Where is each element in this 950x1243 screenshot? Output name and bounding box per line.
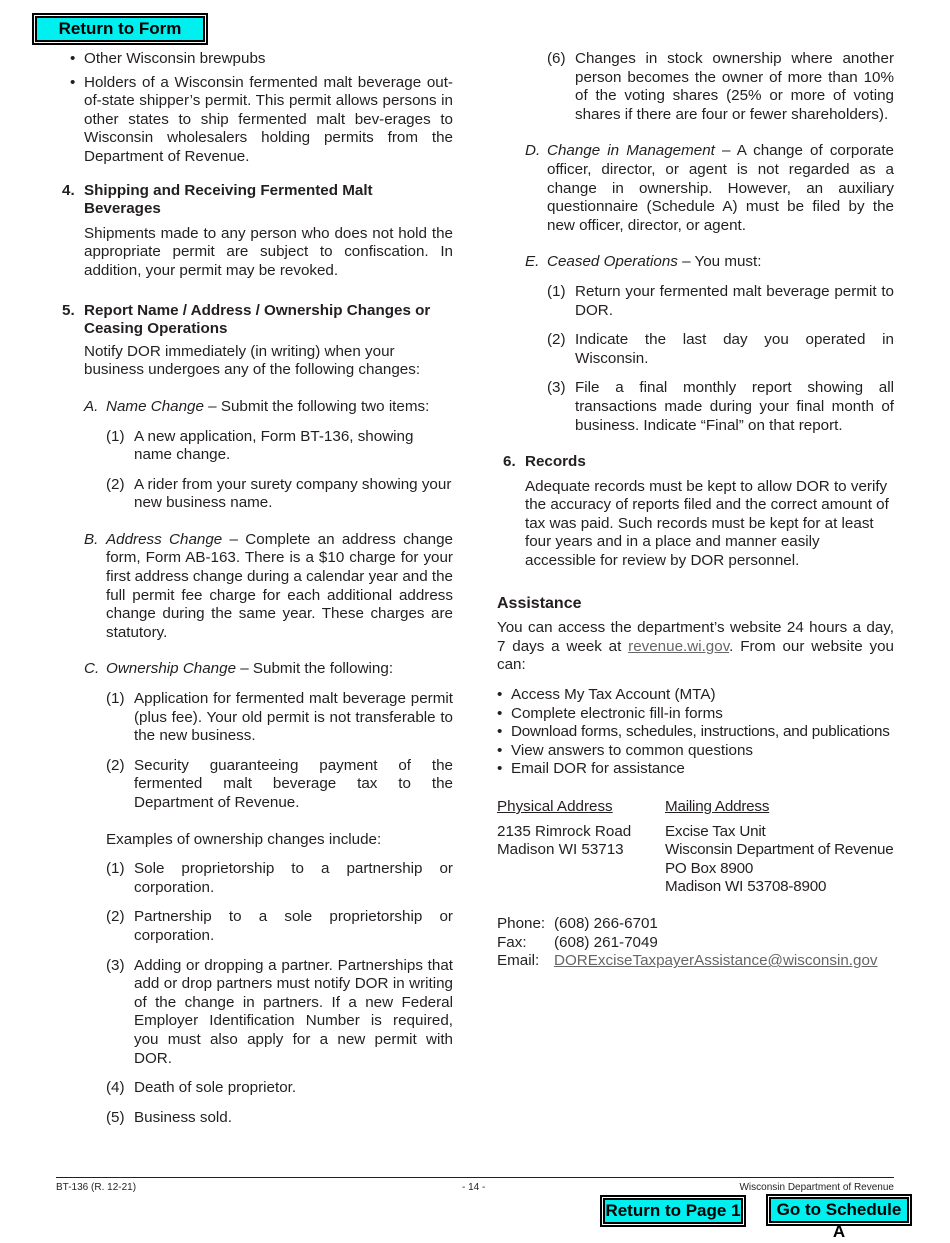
permit-holders-list — [62, 50, 453, 167]
mailing-address-label: Mailing Address — [665, 798, 770, 815]
page-number: - 14 - — [462, 1182, 486, 1193]
item-text: Indicate the last day you operated in Wisconsin. — [575, 331, 894, 367]
section-intro: Notify DOR immediately (in writing) when your business undergoes any of the following changes: — [84, 342, 421, 379]
item-text: A rider from your surety company showing your new business name. — [134, 475, 452, 512]
section-6 — [503, 453, 894, 571]
item-text: Application for fermented malt beverage permit (plus fee). Your old permit is not transferable to the new business. — [134, 690, 453, 745]
item-b-address-change — [84, 531, 453, 643]
item-c-ownership-change — [84, 660, 453, 679]
item-number: (5) — [106, 1108, 125, 1126]
address-line: 2135 Rimrock Road — [497, 822, 632, 840]
item-number: (3) — [547, 379, 566, 397]
item-number: (4) — [106, 1079, 125, 1097]
item-text: – Submit the following two items: — [203, 397, 430, 415]
item-number: (2) — [106, 475, 125, 493]
item-number: (1) — [106, 427, 125, 445]
section-body: Adequate records must be kept to allow DOR to verify the accuracy of reports filed and the correct amount of tax was paid. Such records must be kept for at least four years and in a place and manner easily accessible for review by DOR personnel. — [525, 477, 889, 570]
item-text: Security guaranteeing payment of the fermented malt beverage tax to the Department of Revenue. — [134, 756, 453, 811]
list-item: • Download forms, schedules, instructions, and publications — [511, 723, 894, 742]
item-text: Return your fermented malt beverage permit to DOR. — [575, 282, 894, 319]
contact-info — [497, 915, 894, 971]
item-text: – Complete an address change form, Form AB-163. There is a $10 charge for your first address change during a calendar year and the full permit fee charge for each additional address change during the same year. These charges are statutory. — [106, 530, 453, 641]
item-number: (6) — [547, 50, 566, 67]
go-to-schedule-a-button[interactable]: Go to Schedule A — [769, 1197, 909, 1223]
item-letter: A. — [84, 397, 99, 415]
section-title: Shipping and Receiving Fermented Malt Beverages — [84, 181, 373, 218]
list-item — [106, 1079, 453, 1098]
section-number: 5. — [62, 301, 75, 319]
address-line: Excise Tax Unit — [665, 822, 766, 840]
return-to-page-1-button[interactable]: Return to Page 1 — [603, 1198, 743, 1224]
item-text: Adding or dropping a partner. Partnerships that add or drop partners must notify DOR in writing of the change in partners. If a new Federal Employer Identification Number is required, you must also apply for a new permit with DOR. — [134, 956, 453, 1067]
item-text: – Submit the following: — [236, 660, 394, 678]
intro-text: . From our website you can: — [497, 637, 894, 674]
section-body: Shipments made to any person who does not hold the appropriate permit are subject to confiscation. In addition, your permit may be revoked. — [84, 224, 453, 279]
footer-divider — [56, 1177, 894, 1178]
item-text: Changes in stock ownership where another person becomes the owner of more than 10% of the voting shares (25% or more of voting shares if there are four or fewer shareholders). — [575, 50, 894, 123]
address-line: Wisconsin Department of Revenue — [665, 841, 894, 859]
physical-address — [497, 798, 631, 860]
address-line: Madison WI 53713 — [497, 841, 624, 859]
item-letter: E. — [525, 253, 540, 271]
phone-row — [497, 915, 894, 934]
mailing-address — [665, 798, 893, 897]
section-title: Report Name / Address / Ownership Changes or Ceasing Operations — [84, 301, 431, 338]
item-text: – You must: — [677, 253, 762, 271]
return-to-form-button[interactable]: Return to Form — [35, 16, 205, 42]
intro-text: You can access the department’s website 24 hours a day, 7 days a week at — [497, 619, 894, 655]
item-letter: C. — [84, 660, 100, 678]
item-text: File a final monthly report showing all transactions made during your final month of business. Indicate “Final” on that report. — [575, 379, 894, 434]
section-number: 6. — [503, 453, 516, 471]
list-item — [547, 331, 894, 368]
physical-address-label: Physical Address — [497, 798, 613, 815]
list-item — [106, 690, 453, 746]
item-a-name-change — [84, 398, 453, 417]
item-number: (1) — [106, 860, 125, 878]
list-item: • Other Wisconsin brewpubs — [84, 50, 453, 69]
examples-intro: Examples of ownership changes include: — [106, 830, 382, 848]
email-row — [497, 952, 894, 971]
section-title: Records — [525, 453, 586, 471]
list-item — [106, 860, 453, 897]
item-letter: D. — [525, 142, 541, 160]
list-item — [106, 957, 453, 1069]
item-label: Ownership Change — [106, 660, 237, 678]
item-number: (2) — [106, 908, 125, 926]
list-item: • View answers to common questions — [511, 742, 894, 761]
item-d-change-in-management — [525, 142, 894, 235]
list-item: • Email DOR for assistance — [511, 760, 894, 779]
fax-number: (608) 261-7049 — [554, 933, 658, 951]
list-item — [547, 50, 894, 124]
fax-row — [497, 934, 894, 953]
list-item — [106, 757, 453, 813]
list-item: • Holders of a Wisconsin fermented malt beverage out-of-state shipper’s permit. This permit allows persons in other states to ship fermented malt bev-erages to Wisconsin wholesalers holding permits from the Department of Revenue. — [84, 74, 453, 167]
list-item — [547, 379, 894, 435]
addresses — [497, 798, 894, 896]
item-label: Name Change — [106, 397, 204, 415]
email-label: Email: — [497, 952, 540, 970]
section-4 — [62, 182, 453, 281]
section-5 — [62, 302, 453, 380]
assistance-title: Assistance — [497, 594, 582, 612]
address-line: Madison WI 53708-8900 — [665, 878, 827, 896]
list-item — [106, 476, 453, 513]
revenue-website-link[interactable]: revenue.wi.gov — [628, 637, 730, 655]
item-number: (2) — [547, 331, 566, 349]
item-number: (1) — [547, 282, 566, 300]
right-column — [497, 50, 894, 971]
item-e-ceased-operations — [525, 253, 894, 272]
item-text: Business sold. — [134, 1108, 232, 1126]
item-number: (2) — [106, 756, 125, 774]
item-text: – A change of corporate officer, director, or agent is not regarded as a change in ownership. However, an auxiliary questionnaire (Schedule A) must be filed by the new officer, director, or agent. — [547, 142, 894, 234]
fax-label: Fax: — [497, 933, 527, 951]
list-item — [547, 283, 894, 320]
list-item — [106, 428, 453, 465]
assistance-intro — [497, 619, 894, 675]
item-text: A new application, Form BT-136, showing name change. — [134, 427, 414, 464]
phone-label: Phone: — [497, 915, 546, 932]
phone-number: (608) 266-6701 — [554, 915, 658, 932]
address-line: PO Box 8900 — [665, 859, 754, 877]
item-number: (1) — [106, 690, 125, 708]
form-id: BT-136 (R. 12-21) — [56, 1182, 137, 1193]
item-text: Sole proprietorship to a partnership or corporation. — [134, 860, 453, 896]
item-letter: B. — [84, 530, 99, 548]
left-column — [62, 50, 453, 1127]
department-name: Wisconsin Department of Revenue — [739, 1182, 894, 1193]
item-number: (3) — [106, 956, 125, 974]
item-text: Death of sole proprietor. — [134, 1079, 297, 1097]
item-label: Address Change — [106, 530, 223, 548]
item-text: Partnership to a sole proprietorship or corporation. — [134, 908, 453, 944]
website-features-list — [497, 686, 894, 779]
list-item: • Access My Tax Account (MTA) — [511, 686, 894, 705]
email-link[interactable]: DORExciseTaxpayerAssistance@wisconsin.gov — [554, 952, 878, 970]
list-item — [106, 1109, 453, 1128]
list-item: • Complete electronic fill-in forms — [511, 705, 894, 724]
item-label: Ceased Operations — [547, 253, 678, 271]
assistance-section — [497, 595, 894, 971]
list-item — [106, 908, 453, 945]
item-label: Change in Management — [547, 142, 715, 160]
section-number: 4. — [62, 181, 75, 199]
